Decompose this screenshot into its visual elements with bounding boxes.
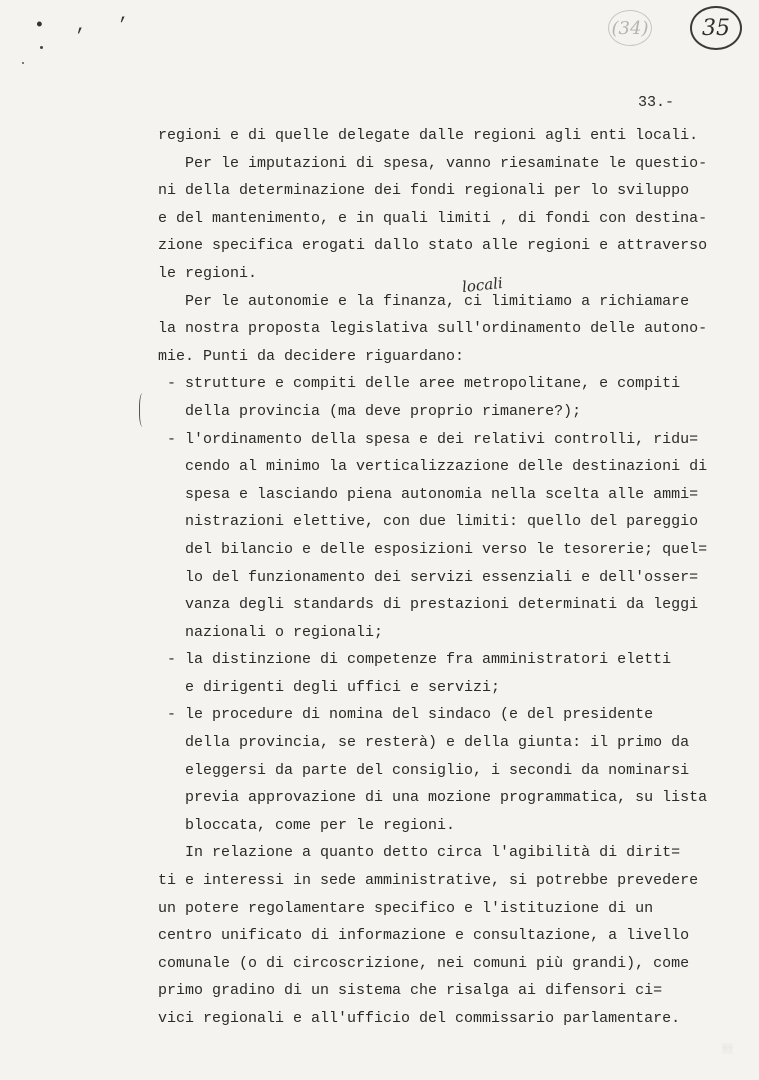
text-line: della provincia (ma deve proprio rimanere?); xyxy=(158,402,582,420)
text-line: - strutture e compiti delle aree metropolitane, e compiti xyxy=(158,375,681,393)
margin-marks: • , ’ xyxy=(34,16,139,36)
folio-stamp: 35 xyxy=(690,6,742,50)
text-line: regioni e di quelle delegate dalle regioni agli enti locali. xyxy=(158,127,699,144)
text-line: vanza degli standards di prestazioni determinati da leggi xyxy=(158,596,699,614)
page-number: 33.- xyxy=(638,94,675,111)
paper-smudge: ░░ xyxy=(722,1044,733,1054)
margin-bracket xyxy=(139,393,148,427)
text-line: ti e interessi in sede amministrative, si potrebbe prevedere xyxy=(158,872,699,890)
ink-dot xyxy=(22,62,24,64)
text-line: lo del funzionamento dei servizi essenziali e dell'osser= xyxy=(158,568,699,586)
text-line: del bilancio e delle esposizioni verso le tesorerie; quel= xyxy=(158,540,708,558)
text-line: In relazione a quanto detto circa l'agibilità di dirit= xyxy=(158,844,681,862)
text-line: Per le imputazioni di spesa, vanno riesaminate le questio- xyxy=(158,154,708,172)
handwritten-insert: locali xyxy=(461,273,504,297)
text-line: centro unificato di informazione e consultazione, a livello xyxy=(158,927,690,945)
text-line: e dirigenti degli uffici e servizi; xyxy=(158,678,501,696)
old-folio-stamp: (34) xyxy=(608,10,652,46)
text-line: le regioni. xyxy=(158,264,258,282)
text-line: spesa e lasciando piena autonomia nella scelta alle ammi= xyxy=(158,485,699,503)
typewritten-body xyxy=(158,122,728,1033)
text-line: la nostra proposta legislativa sull'ordinamento delle autono- xyxy=(158,320,708,338)
text-line: Per le autonomie e la finanza, ci limitiamo a richiamare xyxy=(158,292,690,310)
text-line: mie. Punti da decidere riguardano: xyxy=(158,347,465,365)
text-line: - la distinzione di competenze fra amministratori eletti xyxy=(158,651,672,669)
text-line: nazionali o regionali; xyxy=(158,623,384,641)
ink-dot xyxy=(40,46,43,49)
text-line: un potere regolamentare specifico e l'istituzione di un xyxy=(158,899,654,917)
text-line: nistrazioni elettive, con due limiti: quello del pareggio xyxy=(158,513,699,531)
text-line: eleggersi da parte del consiglio, i secondi da nominarsi xyxy=(158,761,690,779)
text-line: primo gradino di un sistema che risalga ai difensori ci= xyxy=(158,982,663,1000)
text-line: - le procedure di nomina del sindaco (e del presidente xyxy=(158,706,654,724)
text-line: zione specifica erogati dallo stato alle regioni e attraverso xyxy=(158,237,708,255)
text-line: - l'ordinamento della spesa e dei relativi controlli, ridu= xyxy=(158,430,699,448)
text-line: vici regionali e all'ufficio del commissario parlamentare. xyxy=(158,1010,681,1027)
text-line: previa approvazione di una mozione programmatica, su lista xyxy=(158,789,708,807)
text-line: e del mantenimento, e in quali limiti , di fondi con destina- xyxy=(158,209,708,227)
text-line: bloccata, come per le regioni. xyxy=(158,816,456,834)
text-line: comunale (o di circoscrizione, nei comuni più grandi), come xyxy=(158,954,690,972)
text-line: ni della determinazione dei fondi regionali per lo sviluppo xyxy=(158,182,690,200)
text-line: cendo al minimo la verticalizzazione delle destinazioni di xyxy=(158,458,708,476)
text-line: della provincia, se resterà) e della giunta: il primo da xyxy=(158,734,690,752)
